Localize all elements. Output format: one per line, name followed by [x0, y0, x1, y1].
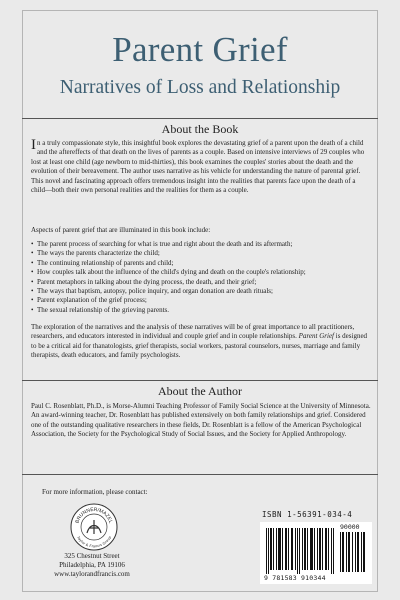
barcode [260, 522, 372, 584]
list-item: • The ways the parents characterize the child; [31, 249, 371, 258]
about-author-text: Paul C. Rosenblatt, Ph.D., is Morse-Alumni Teaching Professor of Family Social Science at the University of Minnesota. An award-winning teacher, Dr. Rosenblatt has published extensively on both family relationships and grief. Considered one of the outstanding qualitative researchers in these fields, Dr. Rosenblatt is a fellow of the American Psychological Association, the Society for the Psychological Study of Social Issues, and the Society for Applied Anthropology. [31, 402, 371, 439]
barcode-supplement-number: 90000 [340, 523, 360, 531]
list-item: • The continuing relationship of parents and child; [31, 259, 371, 268]
divider-rule-middle [22, 380, 378, 381]
closing-text-1: The exploration of the narratives and the analysis of these narratives will be of great importance to all practitioners, researchers, and educators interested in individual and couple grief and in couple relationships. [31, 323, 355, 341]
book-subtitle: Narratives of Loss and Relationship [59, 77, 341, 98]
address-city: Philadelphia, PA 19106 [59, 561, 125, 569]
list-item: • The parent process of searching for what is true and right about the death and its aftermath; [31, 240, 371, 249]
divider-rule-bottom [22, 474, 378, 475]
list-item: • How couples talk about the influence of the child's dying and death on the couple's relationship; [31, 268, 371, 277]
publisher-logo [70, 503, 118, 551]
publisher-website: www.taylorandfrancis.com [54, 570, 130, 578]
aspects-list [31, 240, 371, 315]
contact-label: For more information, please contact: [42, 488, 148, 496]
book-title: Parent Grief [112, 30, 288, 69]
logo-top-text: BRUNNER/MAZEL [74, 506, 114, 525]
about-book-heading: About the Book [161, 122, 239, 136]
list-item: • The sexual relationship of the grieving parents. [31, 306, 371, 315]
list-item: • The ways that baptism, autopsy, police inquiry, and organ donation are death rituals; [31, 287, 371, 296]
barcode-supplement-bars [339, 532, 367, 572]
about-book-intro [31, 139, 371, 195]
isbn-label: ISBN 1-56391-034-4 [262, 510, 353, 519]
closing-paragraph [31, 323, 371, 361]
ean-number: 9 781583 910344 [264, 574, 326, 582]
about-author-heading: About the Author [158, 384, 242, 398]
intro-dropcap: I [31, 137, 36, 153]
divider-rule-top [22, 118, 378, 119]
publisher-address [32, 552, 152, 579]
address-street: 325 Chestnut Street [64, 552, 120, 560]
closing-text-2: is designed to be a critical aid for thanatologists, grief therapists, social workers, pastoral counselors, nurses, marriage and family therapists, death educators, and family psychologists. [31, 332, 368, 360]
intro-text: n a truly compassionate style, this insightful book explores the devastating grief of a parent upon the death of a child and the aftereffects of that death on the lives of parents as a couple. Based on intensive interviews of 29 couples who lost at least one child (age newborn to mid-thirties), this book examines the couples' stories about the death and the evolution of their bereavement. The author uses narrative as his vehicle for understanding the nature of parental grief. This novel and fascinating approach offers tremendous insight into the realities that parents face upon the death of a child—both their own personal realities and the realities for them as a couple. [31, 139, 365, 195]
aspects-intro: Aspects of parent grief that are illuminated in this book include: [31, 226, 211, 234]
list-item: • Parent explanation of the grief process; [31, 296, 371, 305]
barcode-bars [264, 528, 338, 574]
closing-book-title: Parent Grief [298, 332, 334, 341]
logo-bottom-text: Taylor & Francis Group [75, 535, 113, 549]
list-item: • Parent metaphors in talking about the dying process, the death, and their grief; [31, 278, 371, 287]
